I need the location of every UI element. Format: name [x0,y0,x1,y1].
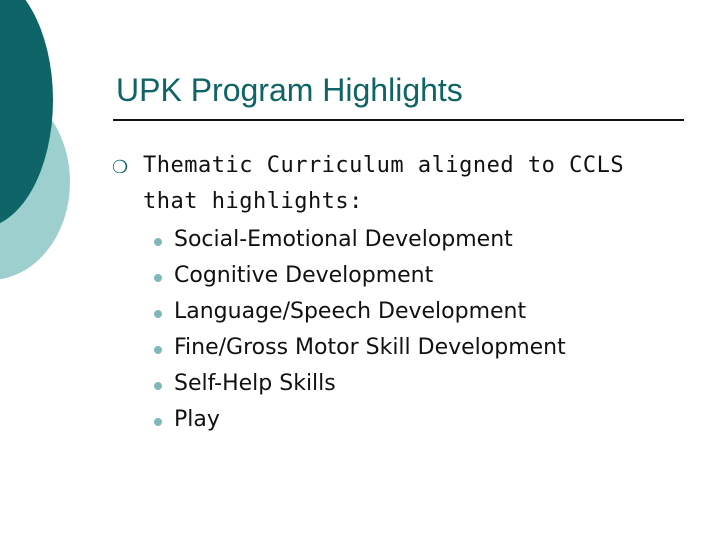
bullet-dot-icon [154,238,162,246]
slide-title: UPK Program Highlights [116,72,463,108]
bullet-dot-icon [154,310,162,318]
list-item-label: Cognitive Development [174,263,434,288]
title-divider [113,119,684,121]
list-item-label: Language/Speech Development [174,299,527,324]
bullet-dot-icon [154,274,162,282]
list-item-label: Social-Emotional Development [174,227,513,252]
bullet-dot-icon [154,418,162,426]
bullet-dot-icon [154,382,162,390]
main-bullet-text: Thematic Curriculum aligned to CCLS that highlights: [143,153,625,214]
corner-decoration [0,0,90,300]
list-item-label: Play [174,407,220,432]
hollow-circle-bullet-icon: ❍ [112,157,129,178]
list-item-label: Fine/Gross Motor Skill Development [174,335,566,360]
list-item-label: Self-Help Skills [174,371,336,396]
bullet-dot-icon [154,346,162,354]
